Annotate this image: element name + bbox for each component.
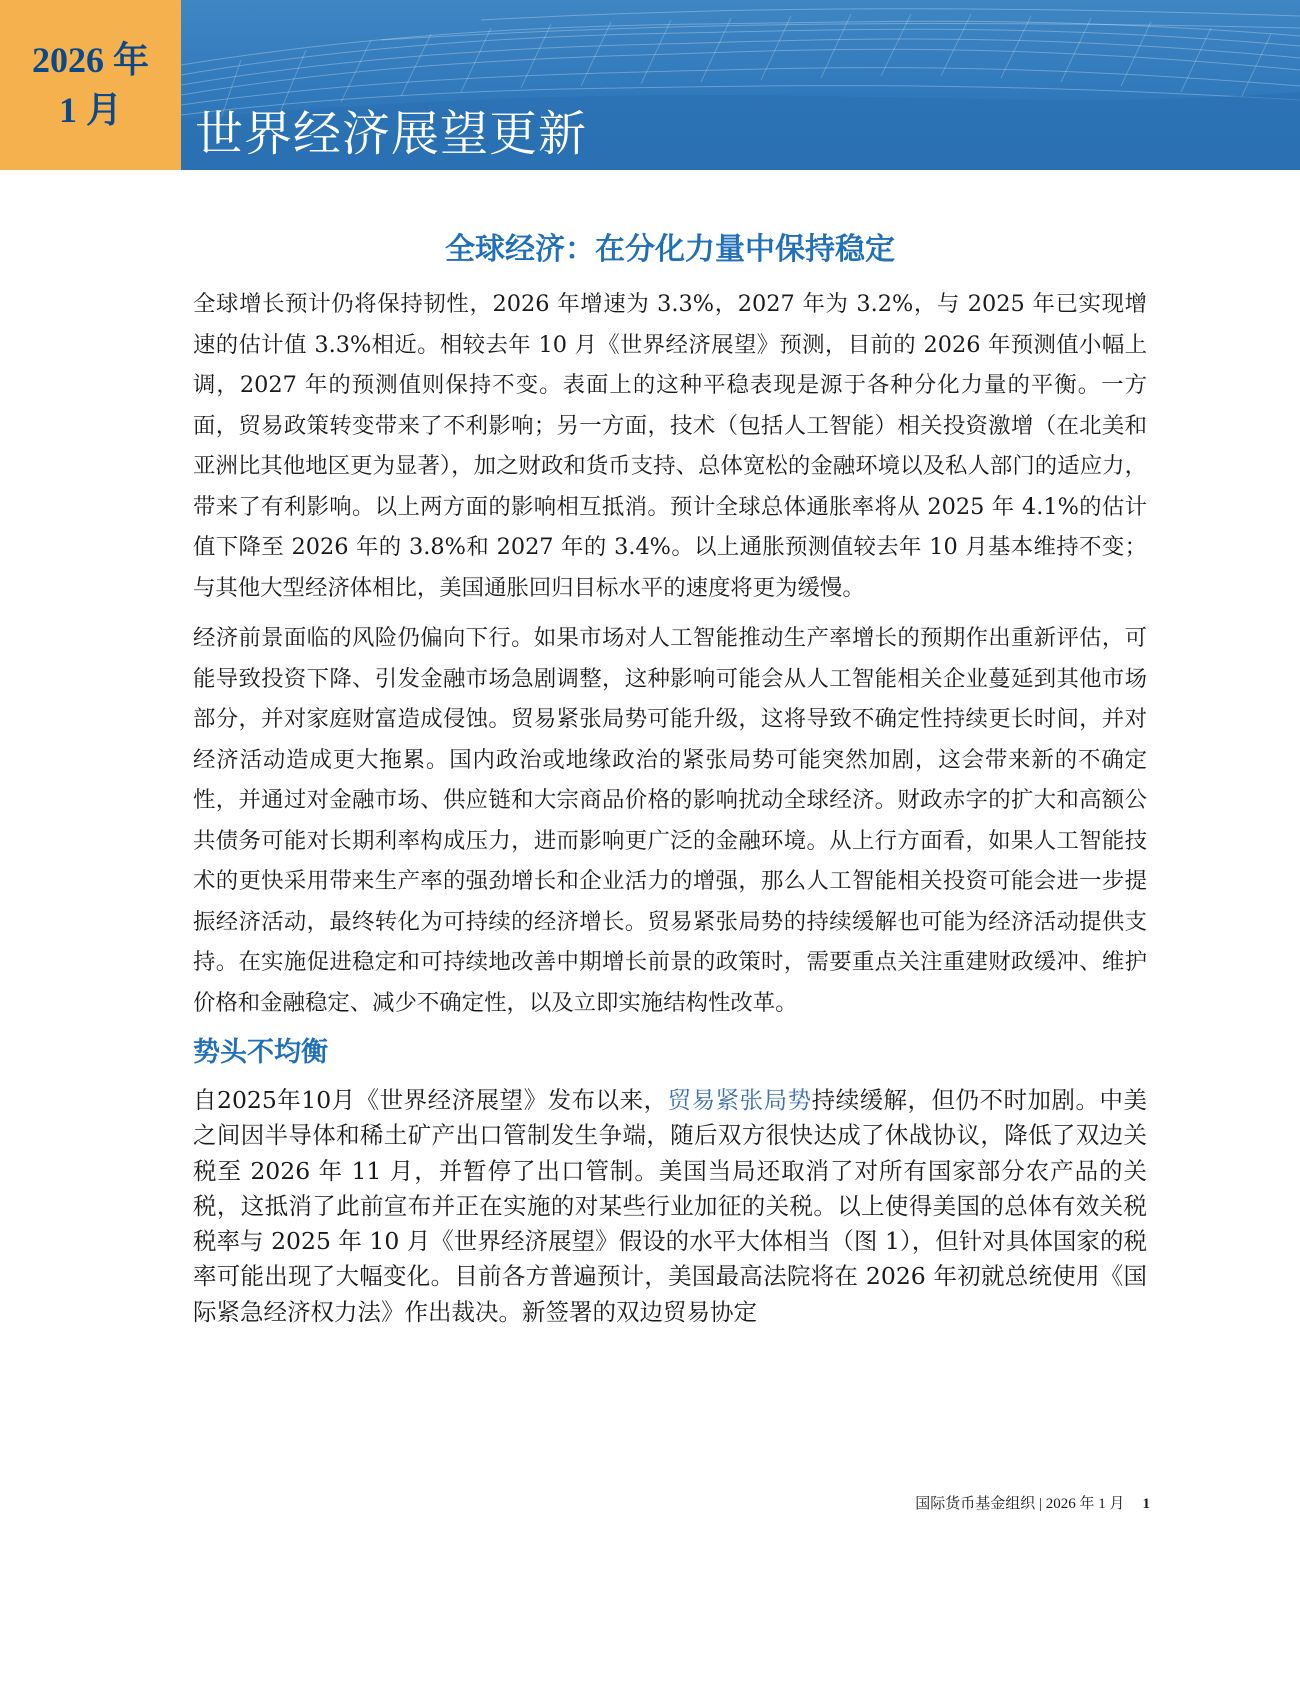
paragraph-3-rest: 持续缓解，但仍不时加剧。中美之间因半导体和稀土矿产出口管制发生争端，随后双方很快达成了休战协议，降低了双边关税至 2026 年 11 月，并暂停了出口管制。美国当局还取消了对所有国家部分农产品的关税，这抵消了此前宣布并正在实施的对某些行业加征的关税。以上使得美国的总体有效关税税率与 2025 年 10 月《世界经济展望》假设的水平大体相当（图 1），但针对具体国家的税率可能出现了大幅变化。目前各方普遍预计，美国最高法院将在 2026 年初就总统使用《国际紧急经济权力法》作出裁决。新签署的双边贸易协定	[193, 1086, 1148, 1326]
header-banner	[181, 0, 1300, 170]
main-content	[193, 222, 1147, 1330]
banner-title: 世界经济展望更新	[195, 106, 588, 162]
trade-tensions-link[interactable]: 贸易紧张局势	[667, 1086, 812, 1114]
section-heading: 势头不均衡	[193, 1037, 328, 1068]
page-footer	[915, 1492, 1150, 1513]
paragraph-2: 经济前景面临的风险仍偏向下行。如果市场对人工智能推动生产率增长的预期作出重新评估，可能导致投资下降、引发金融市场急剧调整，这种影响可能会从人工智能相关企业蔓延到其他市场部分，并对家庭财富造成侵蚀。贸易紧张局势可能升级，这将导致不确定性持续更长时间，并对经济活动造成更大拖累。国内政治或地缘政治的紧张局势可能突然加剧，这会带来新的不确定性，并通过对金融市场、供应链和大宗商品价格的影响扰动全球经济。财政赤字的扩大和高额公共债务可能对长期利率构成压力，进而影响更广泛的金融环境。从上行方面看，如果人工智能技术的更快采用带来生产率的强劲增长和企业活力的增强，那么人工智能相关投资可能会进一步提振经济活动，最终转化为可持续的经济增长。贸易紧张局势的持续缓解也可能为经济活动提供支持。在实施促进稳定和可持续地改善中期增长前景的政策时，需要重点关注重建财政缓冲、维护价格和金融稳定、减少不确定性，以及立即实施结构性改革。	[193, 625, 1147, 1016]
page-number: 1	[1142, 1496, 1150, 1512]
date-month: 1 月	[58, 90, 122, 130]
paragraph-3	[193, 1083, 1147, 1330]
main-title: 全球经济：在分化力量中保持稳定	[445, 232, 895, 267]
page-header	[0, 0, 1300, 170]
footer-text: 国际货币基金组织 | 2026 年 1 月	[915, 1496, 1125, 1512]
paragraph-1: 全球增长预计仍将保持韧性，2026 年增速为 3.3%，2027 年为 3.2%，与 2025 年已实现增速的估计值 3.3%相近。相较去年 10 月《世界经济展望》预测，目前的 2026 年预测值小幅上调，2027 年的预测值则保持不变。表面上的这种平稳表现是源于各种分化力量的平衡。一方面，贸易政策转变带来了不利影响；另一方面，技术（包括人工智能）相关投资激增（在北美和亚洲比其他地区更为显著），加之财政和货币支持、总体宽松的金融环境以及私人部门的适应力，带来了有利影响。以上两方面的影响相互抵消。预计全球总体通胀率将从 2025 年 4.1%的估计值下降至 2026 年的 3.8%和 2027 年的 3.4%。以上通胀预测值较去年 10 月基本维持不变；与其他大型经济体相比，美国通胀回归目标水平的速度将更为缓慢。	[193, 291, 1147, 601]
paragraph-3-start: 自2025年10月《世界经济展望》发布以来，	[193, 1086, 668, 1114]
date-box	[0, 0, 181, 170]
date-year: 2026 年	[31, 40, 149, 80]
